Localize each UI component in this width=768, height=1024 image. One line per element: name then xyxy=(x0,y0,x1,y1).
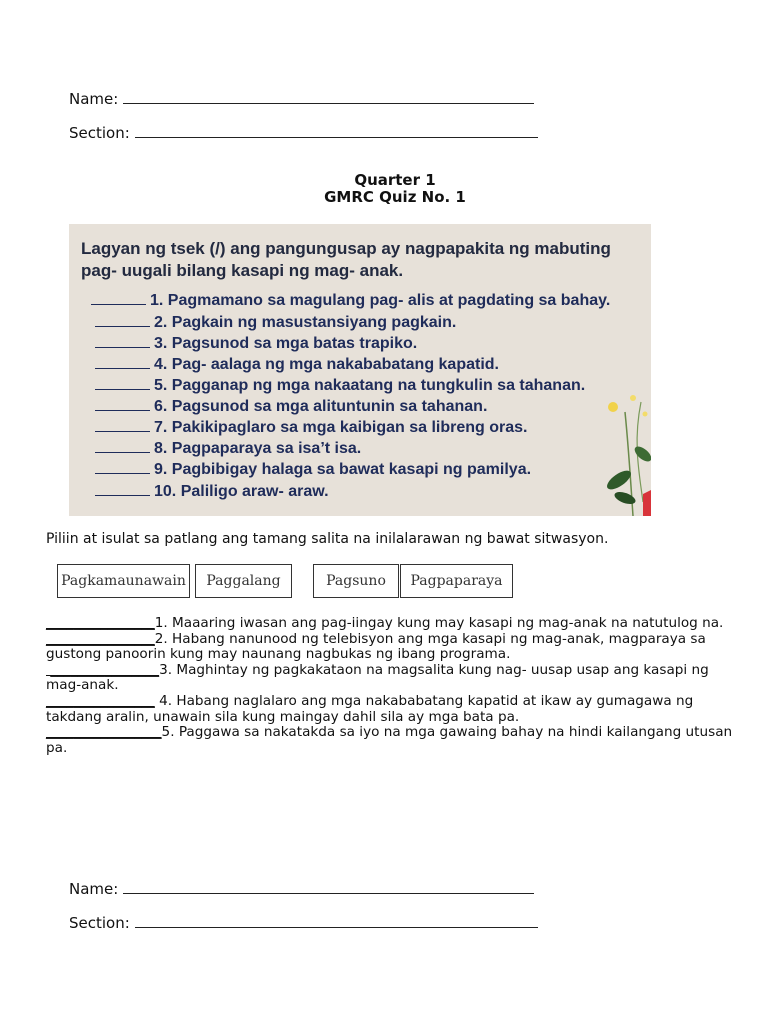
check-blank[interactable] xyxy=(95,481,150,496)
check-blank[interactable] xyxy=(95,354,150,369)
checklist-instruction: Lagyan ng tsek (/) ang pangungusap ay nagpapakita ng mabuting pag- uugali bilang kasapi ng mag- anak. xyxy=(81,239,611,280)
check-blank[interactable] xyxy=(95,333,150,348)
answer-blank[interactable]: ________________ xyxy=(46,615,155,631)
name-label: Name: xyxy=(69,880,119,898)
name-blank[interactable] xyxy=(123,878,534,894)
name-blank[interactable] xyxy=(123,88,534,104)
check-blank[interactable] xyxy=(95,375,150,390)
section-blank[interactable] xyxy=(135,912,538,928)
flower-decoration-icon xyxy=(603,392,651,516)
answer-blank[interactable]: ________________ xyxy=(46,692,155,709)
checklist-panel xyxy=(69,224,651,516)
check-blank[interactable] xyxy=(95,312,150,327)
name-field-top xyxy=(69,88,534,108)
name-label: Name: xyxy=(69,90,119,108)
quiz-title: GMRC Quiz No. 1 xyxy=(324,188,466,206)
check-blank[interactable] xyxy=(91,290,146,305)
directions-text: Piliin at isulat sa patlang ang tamang salita na inilalarawan ng bawat sitwasyon. xyxy=(46,531,609,547)
quarter-title: Quarter 1 xyxy=(354,171,436,189)
checklist-item: 2. Pagkain ng masustansiyang pagkain. xyxy=(95,312,456,333)
answer-blank[interactable]: ________________ xyxy=(46,630,155,647)
checklist-item: 7. Pakikipaglaro sa mga kaibigan sa libreng oras. xyxy=(95,417,527,438)
answer-blank[interactable]: _________________ xyxy=(46,724,162,741)
checklist-item: 1. Pagmamano sa magulang pag- alis at pagdating sa bahay. xyxy=(91,290,610,311)
checklist-item: 9. Pagbibigay halaga sa bawat kasapi ng pamilya. xyxy=(95,459,531,480)
situation-item: _________________5. Paggawa sa nakatakda sa iyo na mga gawaing bahay na hindi kailangang utusan pa. xyxy=(46,724,733,756)
section-field-bottom xyxy=(69,912,538,932)
checklist-item: 10. Paliligo araw- araw. xyxy=(95,481,329,502)
section-label: Section: xyxy=(69,124,130,142)
section-field-top xyxy=(69,122,538,142)
word-choice-box: Pagsuno xyxy=(313,564,399,598)
situation-item: ________________1. Maaaring iwasan ang pag-iingay kung may kasapi ng mag-anak na natutulog na. xyxy=(46,615,724,631)
situation-list xyxy=(46,616,736,756)
answer-blank[interactable]: ________________ xyxy=(46,661,160,678)
check-blank[interactable] xyxy=(95,438,150,453)
section-blank[interactable] xyxy=(135,122,538,138)
section-label: Section: xyxy=(69,914,130,932)
check-blank[interactable] xyxy=(95,417,150,432)
word-choice-box: Pagpaparaya xyxy=(400,564,513,598)
situation-item: ________________ 4. Habang naglalaro ang mga nakababatang kapatid at ikaw ay gumagawa ng takdang aralin, unawain sila kung maingay dahil sila ay mga bata pa. xyxy=(46,692,694,725)
checklist-item: 6. Pagsunod sa mga alituntunin sa tahanan. xyxy=(95,396,487,417)
situation-item: ________________2. Habang nanunood ng telebisyon ang mga kasapi ng mag-anak, magparaya sa gustong panoorin kung may naunang nagbukas ng ibang programa. xyxy=(46,630,706,663)
check-blank[interactable] xyxy=(95,459,150,474)
checklist-item: 5. Pagganap ng mga nakaatang na tungkulin sa tahanan. xyxy=(95,375,585,396)
situation-item: ________________3. Maghintay ng pagkakataon na magsalita kung nag- uusap usap ang kasapi ng mag-anak. xyxy=(46,661,709,694)
checklist-item: 8. Pagpaparaya sa isa’t isa. xyxy=(95,438,361,459)
check-blank[interactable] xyxy=(95,396,150,411)
checklist-item: 3. Pagsunod sa mga batas trapiko. xyxy=(95,333,417,354)
checklist-item: 4. Pag- aalaga ng mga nakababatang kapatid. xyxy=(95,354,499,375)
word-choice-box: Paggalang xyxy=(195,564,292,598)
name-field-bottom xyxy=(69,878,534,898)
word-choice-box: Pagkamaunawain xyxy=(57,564,190,598)
